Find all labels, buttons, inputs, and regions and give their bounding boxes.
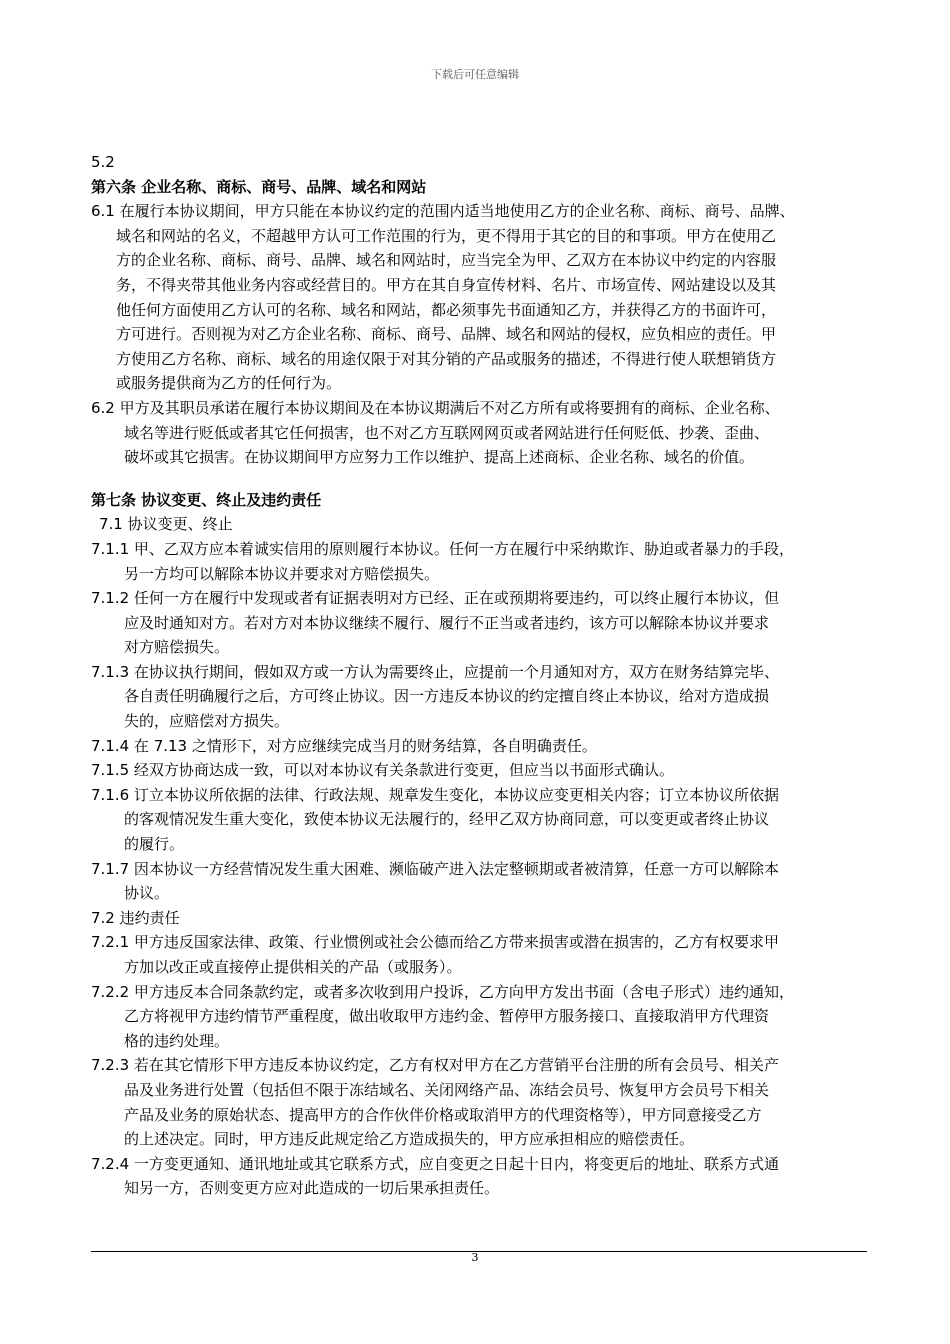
page-header: 下载后可任意编辑 — [431, 68, 519, 81]
section-7-2: 7.2 违约责任 — [91, 908, 180, 927]
clause-7-1-1: 7.1.1 甲、乙双方应本着诚实信用的原则履行本协议。任何一方在履行中采纳欺诈、胁迫或者暴力的手段， 另一方均可以解除本协议并要求对方赔偿损失。 — [91, 539, 794, 583]
clause-7-2-3: 7.2.3 若在其它情形下甲方违反本协议约定，乙方有权对甲方在乙方营销平台注册的所有会员号、相关产 品及业务进行处置（包括但不限于冻结域名、关闭网络产品、冻结会员号、恢复甲方会员号下相关 产品及业务的原始状态、提高甲方的合作伙伴价格或取消甲方的代理资格等），甲方同意接受乙方 的上述决定。同时，甲方违反此规定给乙方造成损失的，甲方应承担相应的赔偿责任。 — [91, 1056, 779, 1149]
article-7-title: 第七条 协议变更、终止及违约责任 — [91, 490, 322, 509]
article-6-title: 第六条 企业名称、商标、商号、品牌、域名和网站 — [91, 177, 427, 196]
clause-7-1-7: 7.1.7 因本协议一方经营情况发生重大困难、濒临破产进入法定整顿期或者被清算，任意一方可以解除本 协议。 — [91, 859, 779, 903]
clause-7-1-3: 7.1.3 在协议执行期间，假如双方或一方认为需要终止，应提前一个月通知对方，双方在财务结算完毕、 各自责任明确履行之后，方可终止协议。因一方违反本协议的约定擅自终止本协议，给对方造成损 失的，应赔偿对方损失。 — [91, 662, 779, 731]
clause-7-1-6: 7.1.6 订立本协议所依据的法律、行政法规、规章发生变化，本协议应变更相关内容；订立本协议所依据 的客观情况发生重大变化，致使本协议无法履行的，经甲乙双方协商同意，可以变更或者终止协议 的履行。 — [91, 785, 779, 854]
clause-7-2-4: 7.2.4 一方变更通知、通讯地址或其它联系方式，应自变更之日起十日内，将变更后的地址、联系方式通 知另一方，否则变更方应对此造成的一切后果承担责任。 — [91, 1154, 779, 1198]
clause-7-2-1: 7.2.1 甲方违反国家法律、政策、行业惯例或社会公德而给乙方带来损害或潜在损害的，乙方有权要求甲 方加以改正或直接停止提供相关的产品（或服务）。 — [91, 933, 779, 976]
section-7-1: 7.1 协议变更、终止 — [99, 515, 233, 534]
section-5-2: 5.2 — [91, 153, 115, 171]
clause-7-1-5: 7.1.5 经双方协商达成一致，可以对本协议有关条款进行变更，但应当以书面形式确认。 — [91, 761, 674, 780]
document-body — [91, 150, 871, 1201]
clause-6-2: 6.2 甲方及其职员承诺在履行本协议期间及在本协议期满后不对乙方所有或将要拥有的商标、企业名称、 域名等进行贬低或者其它任何损害，也不对乙方互联网网页或者网站进行任何贬低、抄袭、歪曲、 破坏或其它损害。在协议期间甲方应努力工作以维护、提高上述商标、企业名称、域名的价值。 — [91, 398, 780, 467]
clause-7-1-2: 7.1.2 任何一方在履行中发现或者有证据表明对方已经、正在或预期将要违约，可以终止履行本协议，但 应及时通知对方。若对方对本协议继续不履行、履行不正当或者违约，该方可以解除本协议并要求 对方赔偿损失。 — [91, 589, 779, 657]
clause-7-1-4: 7.1.4 在 7.13 之情形下，对方应继续完成当月的财务结算，各自明确责任。 — [91, 736, 597, 755]
clause-6-1: 6.1 在履行本协议期间，甲方只能在本协议约定的范围内适当地使用乙方的企业名称、商标、商号、品牌、 域名和网站的名义，不超越甲方认可工作范围的行为，更不得用于其它的目的和事项。甲方在使用乙 方的企业名称、商标、商号、品牌、域名和网站时，应当完全为甲、乙双方在本协议中约定的内容服 务，不得夹带其他业务内容或经营目的。甲方在其自身宣传材料、名片、市场宣传、网站建设以及其 他任何方面使用乙方认可的名称、域名和网站，都必须事先书面通知乙方，并获得乙方的书面许可， 方可进行。否则视为对乙方企业名称、商标、商号、品牌、域名和网站的侵权，应负相应的责任。甲 方使用乙方名称、商标、域名的用途仅限于对其分销的产品或服务的描述，不得进行使人联想销货方 或服务提供商为乙方的任何行为。 — [91, 202, 795, 393]
clause-7-2-2: 7.2.2 甲方违反本合同条款约定，或者多次收到用户投诉，乙方向甲方发出书面（含电子形式）违约通知， 乙方将视甲方违约情节严重程度，做出收取甲方违约金、暂停甲方服务接口、直接取消甲方代理资 格的违约处理。 — [91, 982, 794, 1050]
page-number: 3 — [471, 1251, 479, 1264]
